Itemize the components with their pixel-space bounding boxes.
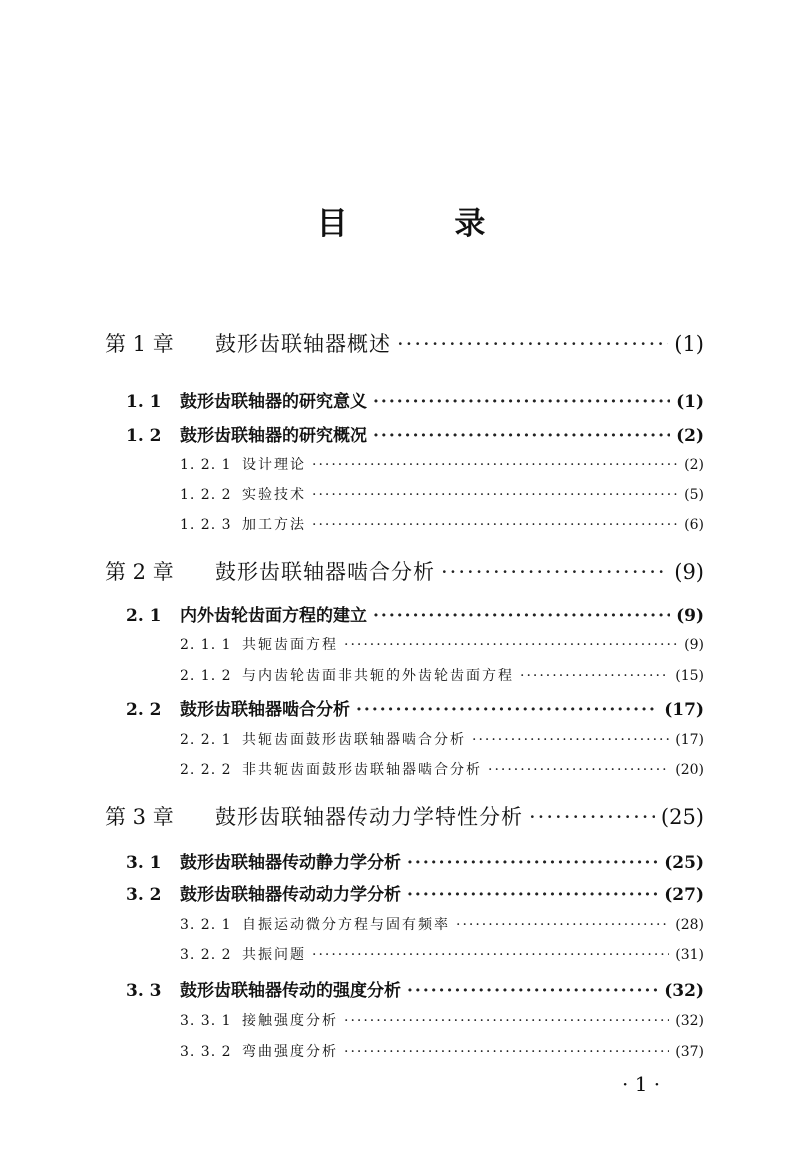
- toc-page: (9): [684, 637, 704, 653]
- toc-number: 2. 2. 2: [180, 762, 232, 778]
- toc-entry-chapter-1: [105, 328, 704, 358]
- toc-entry-subsection: [180, 759, 704, 779]
- toc-number: 3. 3. 1: [180, 1013, 232, 1029]
- toc-entry-section: [126, 695, 704, 720]
- toc-entry-subsection: [180, 729, 704, 749]
- leader-dots: [344, 1044, 669, 1060]
- toc-title: 设计理论: [242, 457, 306, 473]
- toc-title: 鼓形齿联轴器传动动力学分析: [180, 885, 401, 905]
- toc-number: 3. 3: [126, 981, 162, 1001]
- toc-title: 内外齿轮齿面方程的建立: [180, 606, 367, 626]
- leader-dots: [312, 517, 678, 533]
- toc-title: 鼓形齿联轴器的研究意义: [180, 392, 367, 412]
- toc-title: 自振运动微分方程与固有频率: [242, 917, 450, 933]
- toc-number: 3. 2. 2: [180, 947, 232, 963]
- toc-page: (32): [664, 981, 704, 1001]
- toc-page: (28): [675, 917, 704, 933]
- toc-entry-section: [126, 880, 704, 905]
- leader-dots: [312, 487, 678, 503]
- toc-page: (2): [684, 457, 704, 473]
- toc-title: 鼓形齿联轴器传动力学特性分析: [215, 805, 523, 829]
- toc-title: 加工方法: [242, 517, 306, 533]
- leader-dots: [344, 637, 678, 653]
- toc-page: (9): [676, 606, 704, 626]
- toc-number: 1. 2: [126, 426, 162, 446]
- toc-entry-subsection: [180, 514, 704, 534]
- toc-page: (27): [664, 885, 704, 905]
- toc-number: 3. 3. 2: [180, 1044, 232, 1060]
- leader-dots: [356, 700, 658, 720]
- toc-number: 第 3 章: [105, 805, 174, 829]
- toc-number: 2. 1. 1: [180, 637, 232, 653]
- toc-entry-subsection: [180, 634, 704, 654]
- toc-page: (32): [675, 1013, 704, 1029]
- toc-number: 1. 2. 1: [180, 457, 232, 473]
- toc-entry-section: [126, 976, 704, 1001]
- toc-page: (25): [660, 805, 704, 829]
- toc-title: 与内齿轮齿面非共轭的外齿轮齿面方程: [242, 668, 514, 684]
- leader-dots: [312, 457, 678, 473]
- leader-dots: [407, 981, 658, 1001]
- toc-entry-subsection: [180, 665, 704, 685]
- leader-dots: [407, 853, 658, 873]
- toc-entry-subsection: [180, 484, 704, 504]
- leader-dots: [312, 947, 669, 963]
- page-title: 目 录: [316, 206, 534, 242]
- toc-entry-subsection: [180, 914, 704, 934]
- toc-number: 2. 2. 1: [180, 732, 232, 748]
- toc-page: (17): [664, 700, 704, 720]
- toc-page: (9): [674, 560, 704, 584]
- toc-number: 1. 1: [126, 392, 162, 412]
- leader-dots: [520, 668, 669, 684]
- toc-page: (1): [674, 332, 704, 356]
- toc-title: 鼓形齿联轴器概述: [215, 332, 391, 356]
- toc-title: 鼓形齿联轴器啮合分析: [180, 700, 350, 720]
- leader-dots: [456, 917, 669, 933]
- toc-title: 实验技术: [242, 487, 306, 503]
- leader-dots: [373, 426, 670, 446]
- toc-page: (15): [675, 668, 704, 684]
- toc-number: 1. 2. 3: [180, 517, 232, 533]
- toc-number: 2. 1. 2: [180, 668, 232, 684]
- toc-title: 非共轭齿面鼓形齿联轴器啮合分析: [242, 762, 482, 778]
- leader-dots: [397, 332, 668, 356]
- toc-page: (6): [684, 517, 704, 533]
- page-number: · 1 ·: [622, 1072, 661, 1096]
- toc-title: 共轭齿面鼓形齿联轴器啮合分析: [242, 732, 466, 748]
- leader-dots: [373, 392, 670, 412]
- toc-entry-subsection: [180, 454, 704, 474]
- leader-dots: [373, 606, 670, 626]
- toc-title: 共振问题: [242, 947, 306, 963]
- toc-page: (1): [676, 392, 704, 412]
- leader-dots: [529, 805, 655, 829]
- leader-dots: [407, 885, 658, 905]
- toc-page: (25): [664, 853, 704, 873]
- toc-entry-section: [126, 848, 704, 873]
- toc-entry-section: [126, 421, 704, 446]
- toc-title: 鼓形齿联轴器啮合分析: [215, 560, 435, 584]
- toc-entry-chapter-2: [105, 556, 704, 586]
- toc-page: (2): [676, 426, 704, 446]
- toc-number: 1. 2. 2: [180, 487, 232, 503]
- toc-entry-subsection: [180, 1041, 704, 1061]
- toc-page: (37): [675, 1044, 704, 1060]
- toc-title: 弯曲强度分析: [242, 1044, 338, 1060]
- leader-dots: [344, 1013, 669, 1029]
- toc-entry-section: [126, 387, 704, 412]
- toc-page: (20): [675, 762, 704, 778]
- toc-title: 鼓形齿联轴器传动静力学分析: [180, 853, 401, 873]
- toc-number: 3. 2: [126, 885, 162, 905]
- toc-page: (17): [675, 732, 704, 748]
- toc-number: 3. 2. 1: [180, 917, 232, 933]
- toc-entry-subsection: [180, 1010, 704, 1030]
- toc-number: 第 2 章: [105, 560, 174, 584]
- toc-entry-chapter-3: [105, 801, 704, 831]
- toc-number: 2. 1: [126, 606, 162, 626]
- leader-dots: [441, 560, 668, 584]
- leader-dots: [472, 732, 669, 748]
- leader-dots: [488, 762, 669, 778]
- toc-page: (5): [684, 487, 704, 503]
- toc-title: 鼓形齿联轴器的研究概况: [180, 426, 367, 446]
- toc-title: 共轭齿面方程: [242, 637, 338, 653]
- toc-number: 2. 2: [126, 700, 162, 720]
- toc-number: 3. 1: [126, 853, 162, 873]
- toc-entry-section: [126, 601, 704, 626]
- toc-title: 接触强度分析: [242, 1013, 338, 1029]
- toc-title: 鼓形齿联轴器传动的强度分析: [180, 981, 401, 1001]
- toc-entry-subsection: [180, 944, 704, 964]
- toc-page: (31): [675, 947, 704, 963]
- toc-number: 第 1 章: [105, 332, 174, 356]
